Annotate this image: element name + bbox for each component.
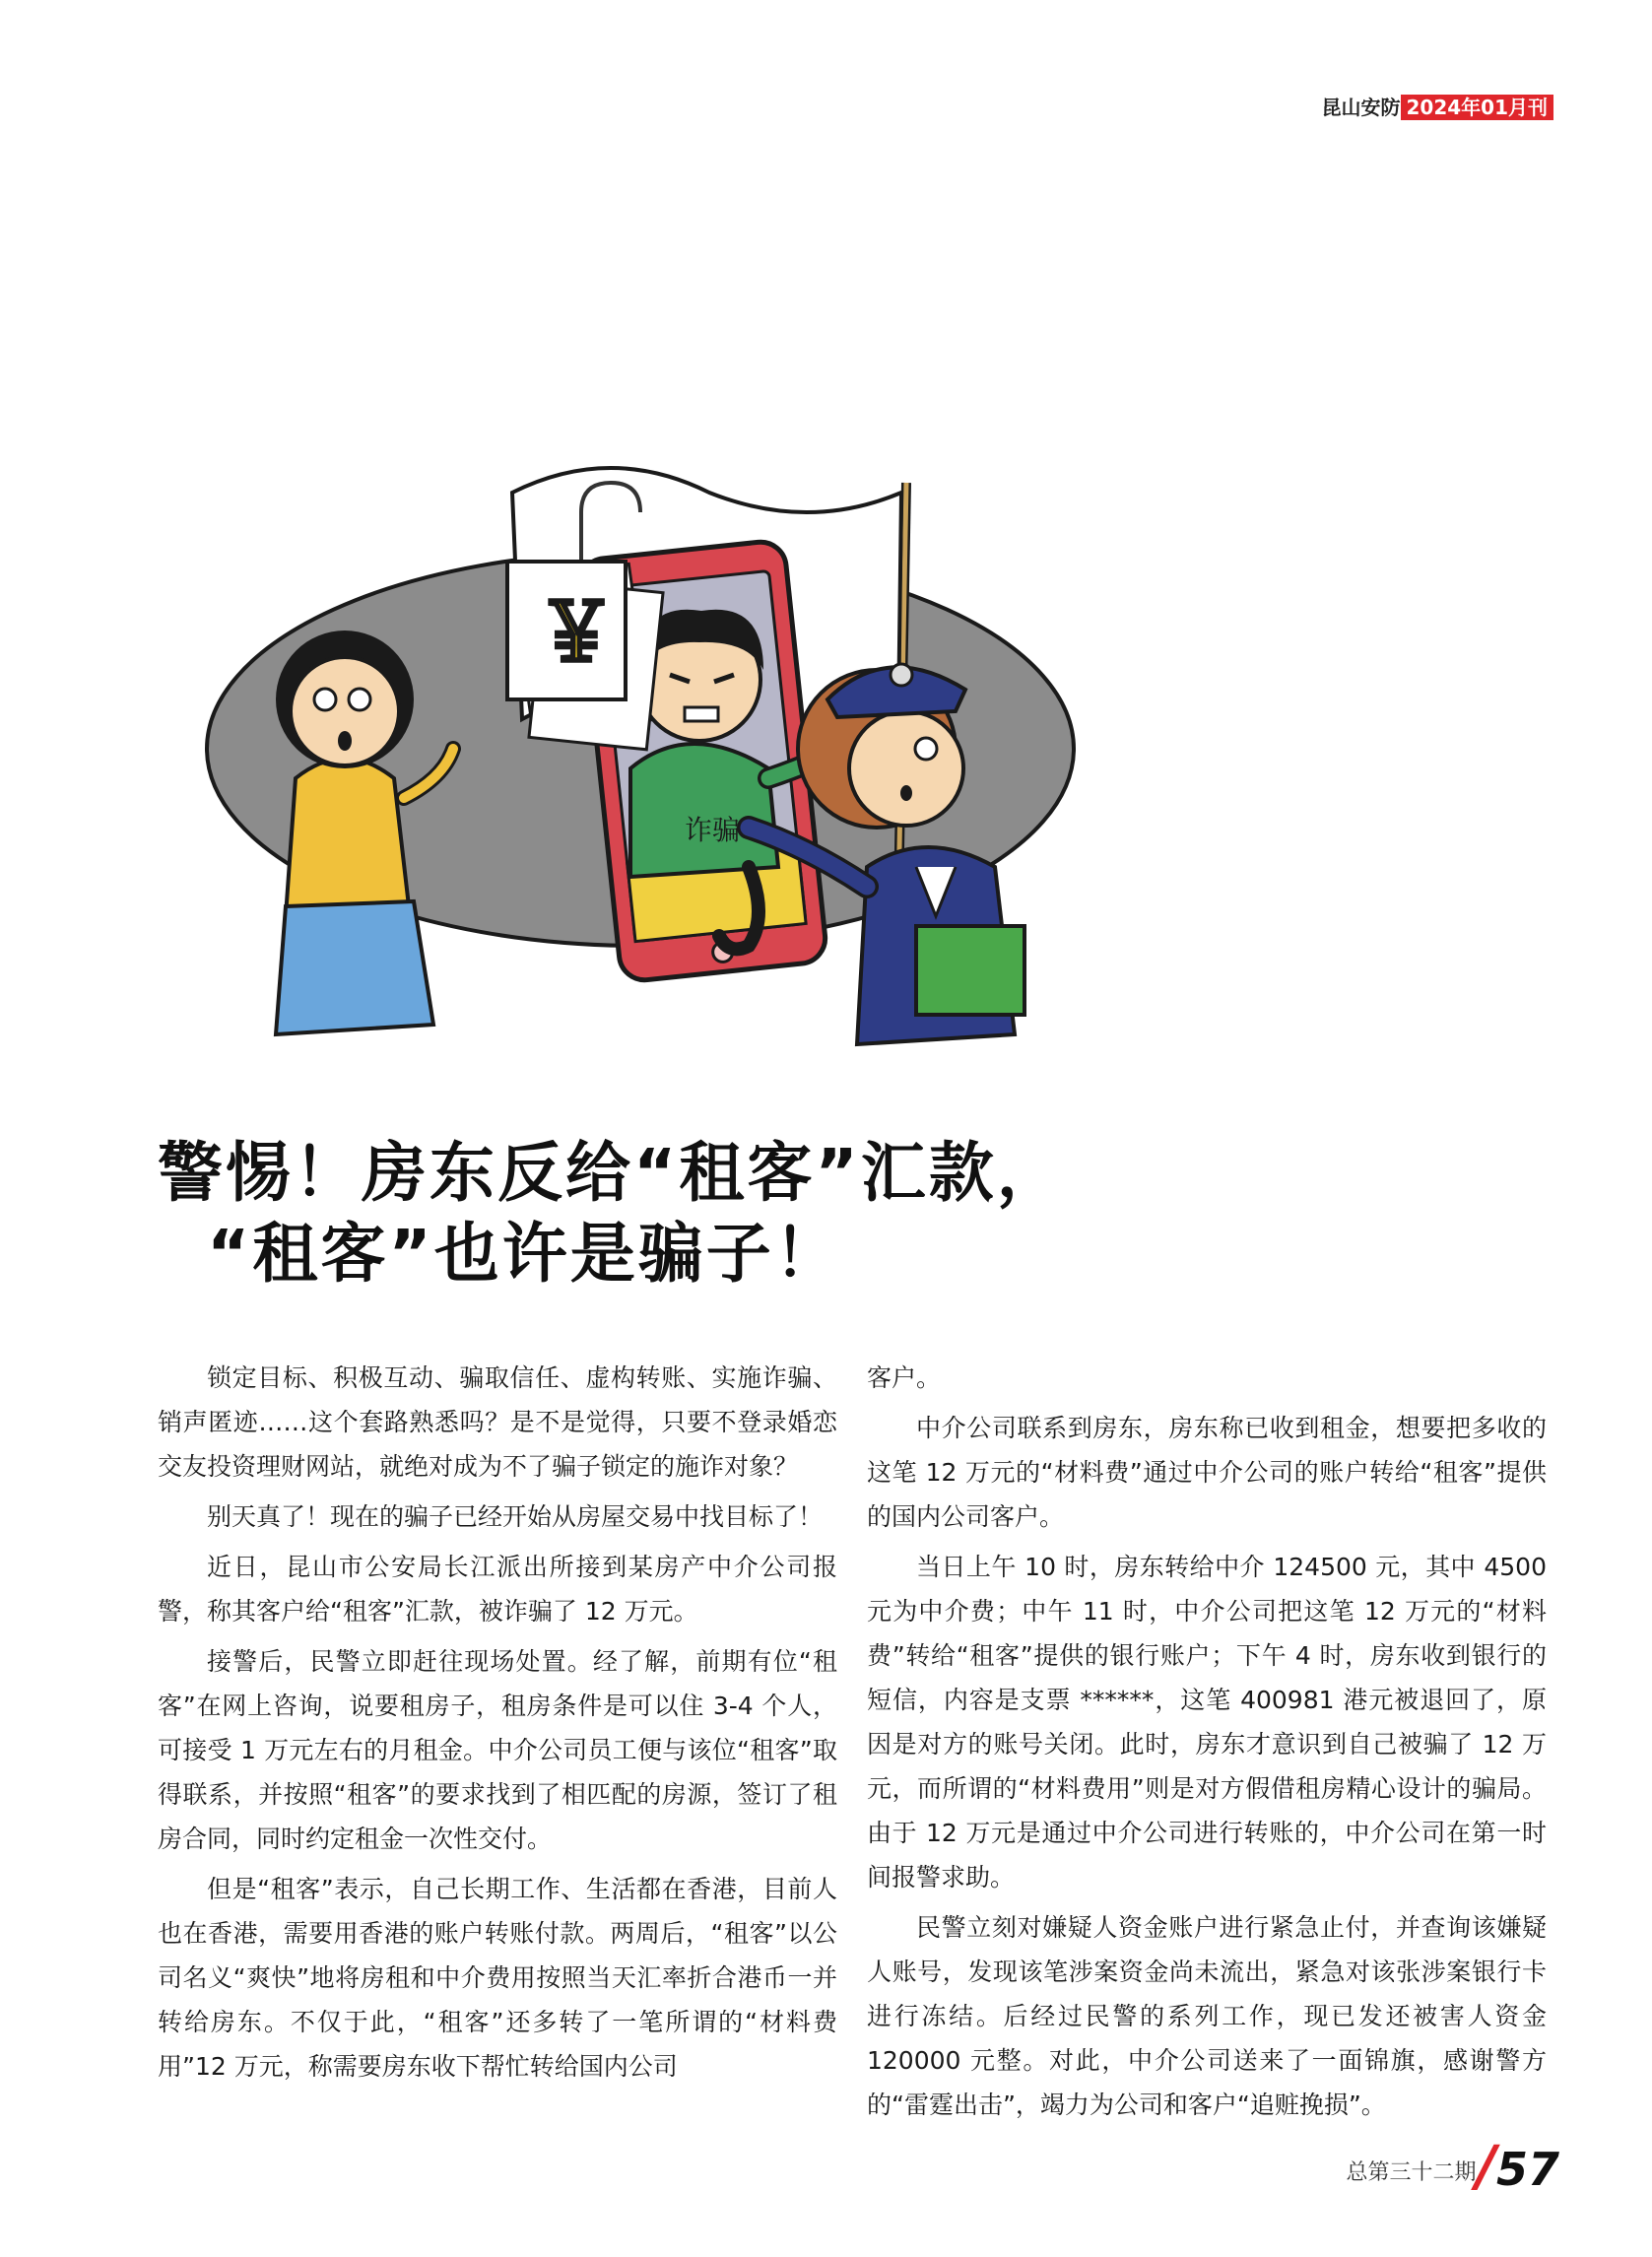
headline-line-2: “租客”也许是骗子！	[207, 1216, 842, 1292]
headline	[158, 1133, 1438, 1294]
paragraph: 近日，昆山市公安局长江派出所接到某房产中介公司报警，称其客户给“租客”汇款，被诈骗了 12 万元。	[158, 1553, 837, 1626]
issue-label: 总第三十二期	[1346, 2160, 1477, 2185]
paragraph: 但是“租客”表示，自己长期工作、生活都在香港，目前人也在香港，需要用香港的账户转账付款。两周后，“租客”以公司名义“爽快”地将房租和中介费用按照当天汇率折合港币一并转给房东。不仅于此，“租客”还多转了一笔所谓的“材料费用”12 万元，称需要房东收下帮忙转给国内公司	[158, 1875, 837, 2081]
cartoon-illustration	[197, 453, 1143, 1054]
paragraph: 锁定目标、积极互动、骗取信任、虚构转账、实施诈骗、销声匿迹……这个套路熟悉吗？是不是觉得，只要不登录婚恋交友投资理财网站，就绝对成为不了骗子锁定的施诈对象？	[158, 1363, 837, 1481]
footer-slash: /	[1476, 2135, 1496, 2199]
page-number: 57	[1495, 2143, 1559, 2196]
running-header	[1322, 95, 1554, 120]
paragraph: 当日上午 10 时，房东转给中介 124500 元，其中 4500 元为中介费；中午 11 时，中介公司把这笔 12 万元的“材料费”转给“租客”提供的银行账户；下午 4 时，房东收到银行的短信，内容是支票 ******，这笔 400981 港元被退回了，原因是对方的账号关闭。此时，房东才意识到自己被骗了 12 万元，而所谓的“材料费用”则是对方假借租房精心设计的骗局。由于 12 万元是通过中介公司进行转账的，中介公司在第一时间报警求助。	[867, 1553, 1547, 1892]
paragraph: 别天真了！现在的骗子已经开始从房屋交易中找目标了！	[207, 1502, 824, 1531]
paragraph-continuation: 客户。	[867, 1363, 942, 1392]
page-footer	[1347, 2135, 1559, 2199]
paragraph: 接警后，民警立即赶往现场处置。经了解，前期有位“租客”在网上咨询，说要租房子，租房条件是可以住 3-4 个人，可接受 1 万元左右的月租金。中介公司员工便与该位“租客”取得联系，并按照“租客”的要求找到了相匹配的房源，签订了租房合同，同时约定租金一次性交付。	[158, 1647, 837, 1853]
headline-line-1: 警惕！房东反给“租客”汇款，	[158, 1135, 1065, 1211]
issue-badge: 2024年01月刊	[1401, 95, 1554, 120]
paragraph: 中介公司联系到房东，房东称已收到租金，想要把多收的这笔 12 万元的“材料费”通过中介公司的账户转给“租客”提供的国内公司客户。	[867, 1414, 1547, 1531]
paragraph: 民警立刻对嫌疑人资金账户进行紧急止付，并查询该嫌疑人账号，发现该笔涉案资金尚未流出，紧急对该张涉案银行卡进行冻结。后经过民警的系列工作，现已发还被害人资金 120000 元整。对此，中介公司送来了一面锦旗，感谢警方的“雷霆出击”，竭力为公司和客户“追赃挽损”。	[867, 1913, 1547, 2119]
magazine-name: 昆山安防	[1321, 96, 1401, 119]
yuan-symbol: ￥	[537, 587, 616, 679]
money-tags	[507, 562, 663, 750]
body-column-left	[158, 1356, 837, 2094]
shirt-label: 诈骗	[685, 814, 741, 846]
body-column-right	[867, 1356, 1547, 2133]
